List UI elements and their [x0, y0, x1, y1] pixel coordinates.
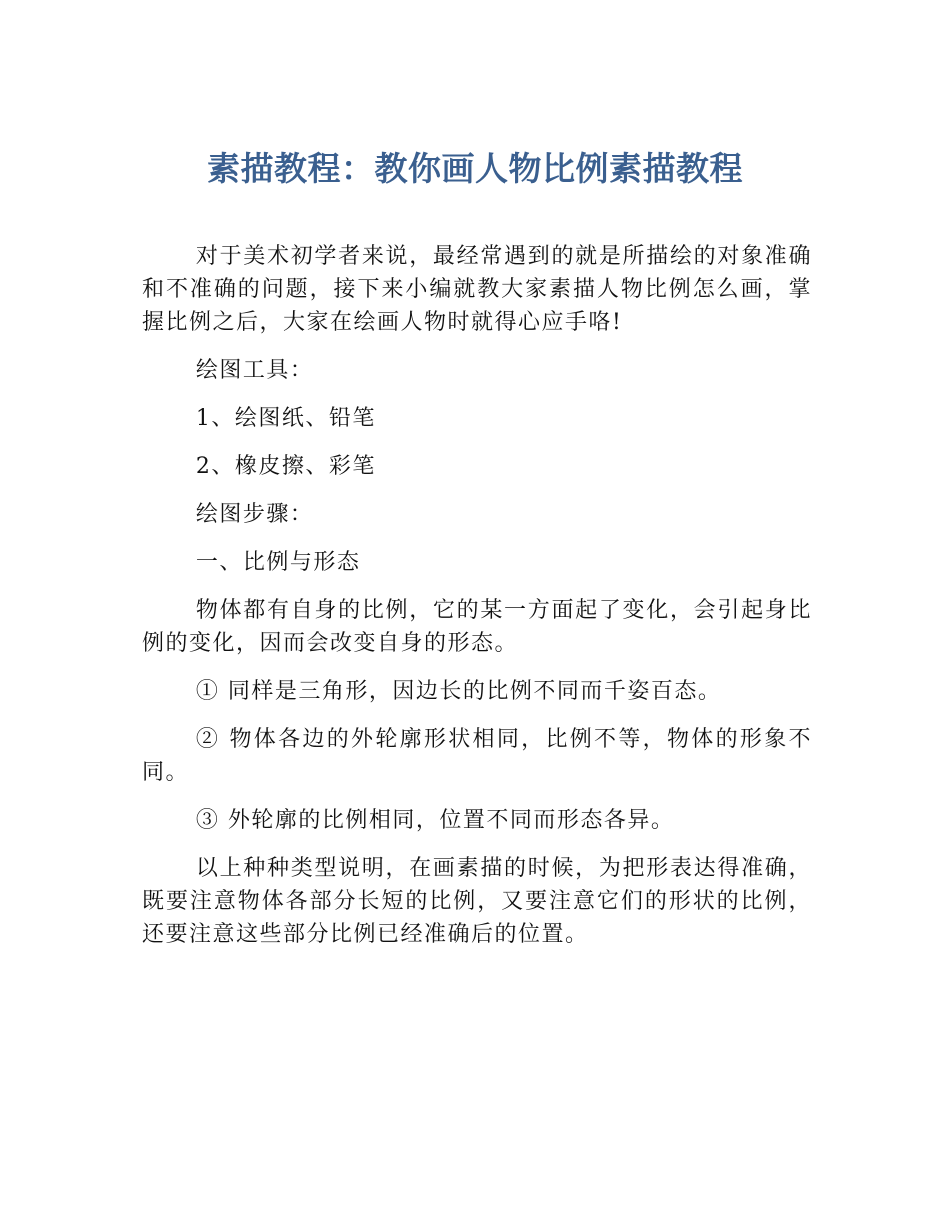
point-2: ② 物体各边的外轮廓形状相同，比例不等，物体的形象不同。	[142, 727, 812, 785]
tools-heading: 绘图工具：	[195, 358, 314, 383]
tools-item-2: 2、橡皮擦、彩笔	[195, 454, 376, 479]
section-heading-1: 一、比例与形态	[195, 550, 361, 575]
document-title: 素描教程：教你画人物比例素描教程	[207, 149, 743, 188]
tools-item-1: 1、绘图纸、铅笔	[195, 406, 376, 431]
proportion-paragraph: 物体都有自身的比例，它的某一方面起了变化，会引起身比例的变化，因而会改变自身的形态。	[142, 598, 812, 656]
summary-paragraph: 以上种种类型说明，在画素描的时候，为把形表达得准确，既要注意物体各部分长短的比例，又要注意它们的形状的比例，还要注意这些部分比例已经准确后的位置。	[142, 856, 812, 947]
steps-heading: 绘图步骤：	[195, 502, 314, 527]
point-3: ③ 外轮廓的比例相同，位置不同而形态各异。	[195, 808, 675, 833]
intro-paragraph: 对于美术初学者来说，最经常遇到的就是所描绘的对象准确和不准确的问题，接下来小编就教大家素描人物比例怎么画，掌握比例之后，大家在绘画人物时就得心应手咯!	[142, 244, 812, 335]
point-1: ① 同样是三角形，因边长的比例不同而千姿百态。	[195, 679, 722, 704]
document-body	[142, 240, 812, 951]
